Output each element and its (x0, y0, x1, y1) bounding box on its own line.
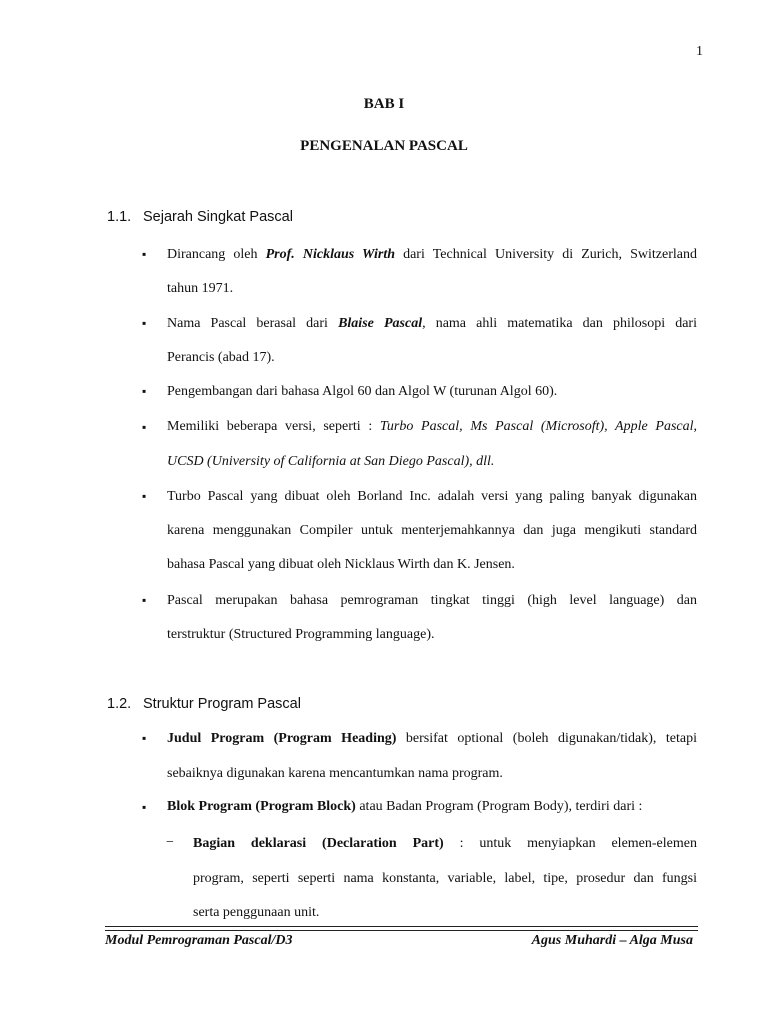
bullet-icon: ▪ (142, 489, 147, 503)
bullet-icon: ▪ (142, 420, 147, 434)
bullet-icon: ▪ (142, 800, 147, 814)
paragraph-line: sebaiknya digunakan karena mencantumkan nama program. (167, 766, 503, 781)
paragraph-line: program, seperti seperti nama konstanta, variable, label, tipe, prosedur dan fungsi (193, 871, 697, 886)
paragraph-line: Pengembangan dari bahasa Algol 60 dan Algol W (turunan Algol 60). (167, 384, 558, 399)
paragraph-line: Pascal merupakan bahasa pemrograman tingkat tinggi (high level language) dan (167, 593, 697, 608)
paragraph-line: Nama Pascal berasal dari Blaise Pascal, nama ahli matematika dan philosopi dari (167, 316, 697, 331)
section-number: 1.1. (107, 209, 132, 225)
paragraph-line: Memiliki beberapa versi, seperti : Turbo Pascal, Ms Pascal (Microsoft), Apple Pascal, (167, 419, 697, 434)
paragraph-line: Judul Program (Program Heading) bersifat optional (boleh digunakan/tidak), tetapi (167, 731, 697, 746)
paragraph-line: Perancis (abad 17). (167, 350, 275, 365)
paragraph-line: karena menggunakan Compiler untuk menterjemahkannya dan juga mengikuti standard (167, 523, 697, 538)
paragraph-line: terstruktur (Structured Programming language). (167, 627, 435, 642)
chapter-label: BAB I (363, 96, 405, 112)
section-title: Sejarah Singkat Pascal (143, 209, 293, 225)
footer-divider (105, 930, 698, 931)
page-number: 1 (696, 44, 703, 59)
bullet-icon: ▪ (142, 731, 147, 745)
footer-divider (105, 926, 698, 927)
section-heading (107, 209, 293, 225)
paragraph-line: Turbo Pascal yang dibuat oleh Borland Inc. adalah versi yang paling banyak digunakan (167, 489, 697, 504)
chapter-title: PENGENALAN PASCAL (300, 138, 468, 154)
section-title: Struktur Program Pascal (143, 696, 301, 712)
paragraph-line: bahasa Pascal yang dibuat oleh Nicklaus Wirth dan K. Jensen. (167, 557, 515, 572)
bullet-icon: ▪ (142, 593, 147, 607)
paragraph-line: UCSD (University of California at San Diego Pascal), dll. (167, 454, 495, 469)
section-heading (107, 696, 301, 712)
bullet-icon: ▪ (142, 316, 147, 330)
dash-marker: − (166, 835, 174, 850)
bullet-icon: ▪ (142, 384, 147, 398)
paragraph-line: serta penggunaan unit. (193, 905, 320, 920)
bullet-icon: ▪ (142, 247, 147, 261)
paragraph-line: Blok Program (Program Block) atau Badan Program (Program Body), terdiri dari : (167, 799, 643, 814)
paragraph-line: tahun 1971. (167, 281, 234, 296)
paragraph-line: Bagian deklarasi (Declaration Part) : untuk menyiapkan elemen-elemen (193, 836, 697, 851)
paragraph-line: Dirancang oleh Prof. Nicklaus Wirth dari Technical University di Zurich, Switzerland (167, 247, 697, 262)
footer-right-text: Agus Muhardi – Alga Musa (531, 933, 693, 948)
section-number: 1.2. (107, 696, 132, 712)
footer-left-text: Modul Pemrograman Pascal/D3 (105, 933, 293, 948)
